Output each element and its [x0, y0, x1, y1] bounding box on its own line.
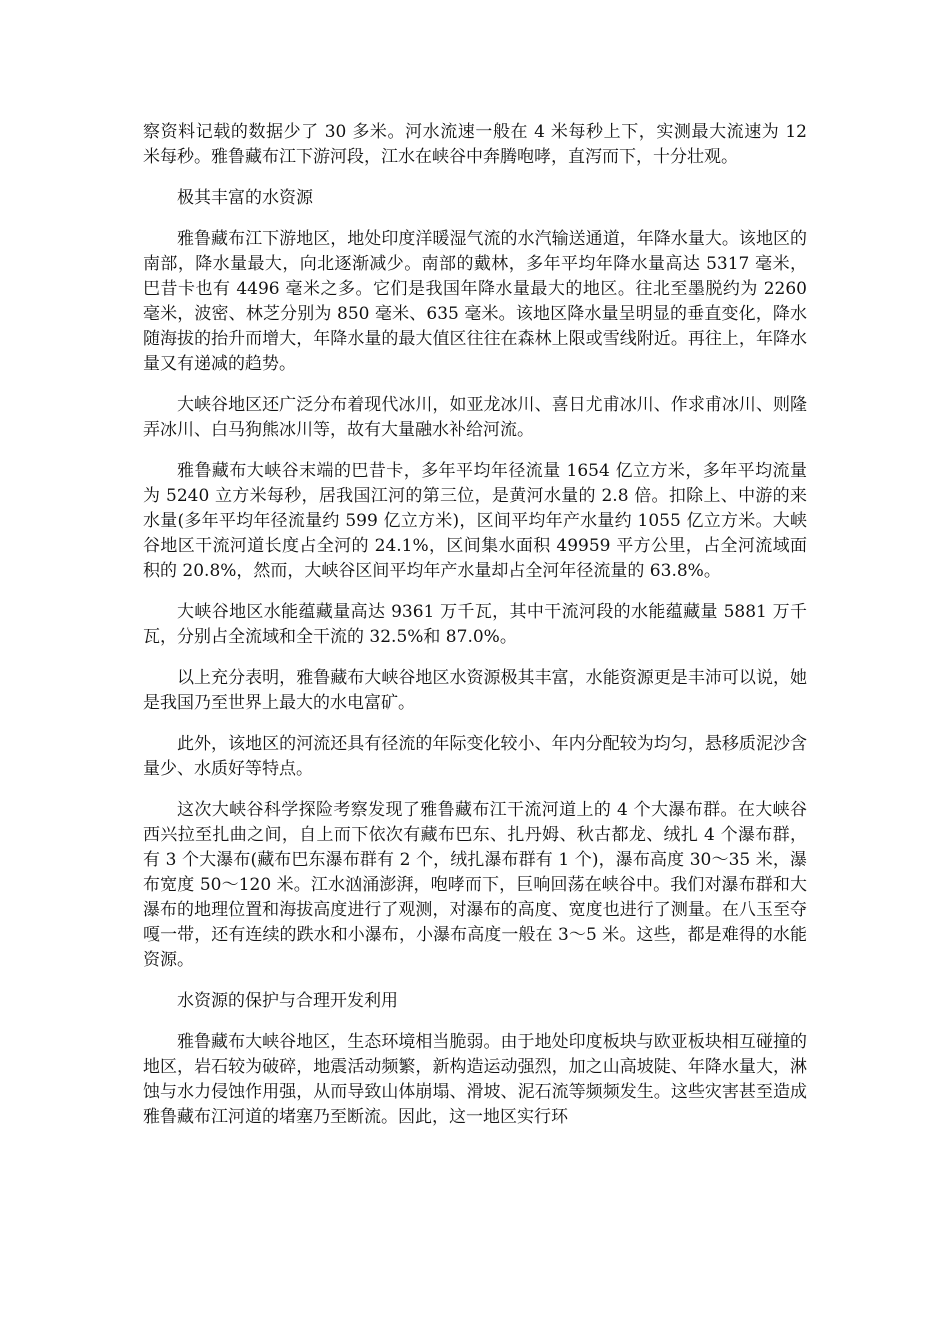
paragraph-precipitation: 雅鲁藏布江下游地区，地处印度洋暖湿气流的水汽输送通道，年降水量大。该地区的南部，降水量最大，向北逐渐减少。南部的戴林，多年平均年降水量高达 5317 毫米，巴昔卡也有 4496 毫米之多。它们是我国年降水量最大的地区。往北至墨脱约为 2260 毫米，波密、林芝分别为 850 毫米、635 毫米。该地区降水量呈明显的垂直变化，降水随海拔的抬升而增大，年降水量的最大值区往往在森林上限或雪线附近。再往上，年降水量又有递减的趋势。 — [143, 229, 807, 374]
paragraph-glaciers: 大峡谷地区还广泛分布着现代冰川，如亚龙冰川、喜日尤甫冰川、作求甫冰川、则隆弄冰川、白马狗熊冰川等，故有大量融水补给河流。 — [143, 395, 807, 440]
document-body — [143, 120, 807, 1146]
paragraph-runoff: 雅鲁藏布大峡谷末端的巴昔卡，多年平均年径流量 1654 亿立方米，多年平均流量为 5240 立方米每秒，居我国江河的第三位，是黄河水量的 2.8 倍。扣除上、中游的来水量(多年平均年径流量约 599 亿立方米)，区间平均年产水量约 1055 亿立方米。大峡谷地区干流河道长度占全河的 24.1%，区间集水面积 49959 平方公里，占全河流域面积的 20.8%，然而，大峡谷区间平均年产水量却占全河年径流量的 63.8%。 — [143, 461, 807, 581]
paragraph-summary: 以上充分表明，雅鲁藏布大峡谷地区水资源极其丰富，水能资源更是丰沛可以说，她是我国乃至世界上最大的水电富矿。 — [143, 668, 807, 713]
paragraph-ecology: 雅鲁藏布大峡谷地区，生态环境相当脆弱。由于地处印度板块与欧亚板块相互碰撞的地区，岩石较为破碎，地震活动频繁，新构造运动强烈，加之山高坡陡、年降水量大，淋蚀与水力侵蚀作用强，从而导致山体崩塌、滑坡、泥石流等频频发生。这些灾害甚至造成雅鲁藏布江河道的堵塞乃至断流。因此，这一地区实行环 — [143, 1032, 807, 1127]
paragraph-waterfalls: 这次大峡谷科学探险考察发现了雅鲁藏布江干流河道上的 4 个大瀑布群。在大峡谷西兴拉至扎曲之间，自上而下依次有藏布巴东、扎丹姆、秋古都龙、绒扎 4 个瀑布群，有 3 个大瀑布(藏布巴东瀑布群有 2 个，绒扎瀑布群有 1 个)，瀑布高度 30～35 米，瀑布宽度 50～120 米。江水汹涌澎湃，咆哮而下，巨响回荡在峡谷中。我们对瀑布群和大瀑布的地理位置和海拔高度进行了观测，对瀑布的高度、宽度也进行了测量。在八玉至夺嘎一带，还有连续的跌水和小瀑布，小瀑布高度一般在 3～5 米。这些，都是难得的水能资源。 — [143, 800, 807, 970]
paragraph-continuation: 察资料记载的数据少了 30 多米。河水流速一般在 4 米每秒上下，实测最大流速为 12 米每秒。雅鲁藏布江下游河段，江水在峡谷中奔腾咆哮，直泻而下，十分壮观。 — [143, 122, 807, 167]
section-heading-protection: 水资源的保护与合理开发利用 — [177, 991, 398, 1011]
paragraph-river-characteristics: 此外，该地区的河流还具有径流的年际变化较小、年内分配较为均匀，悬移质泥沙含量少、水质好等特点。 — [143, 734, 807, 779]
section-heading-water-resources: 极其丰富的水资源 — [177, 188, 313, 208]
paragraph-hydropower: 大峡谷地区水能蕴藏量高达 9361 万千瓦，其中干流河段的水能蕴藏量 5881 万千瓦，分别占全流域和全干流的 32.5%和 87.0%。 — [143, 602, 807, 647]
